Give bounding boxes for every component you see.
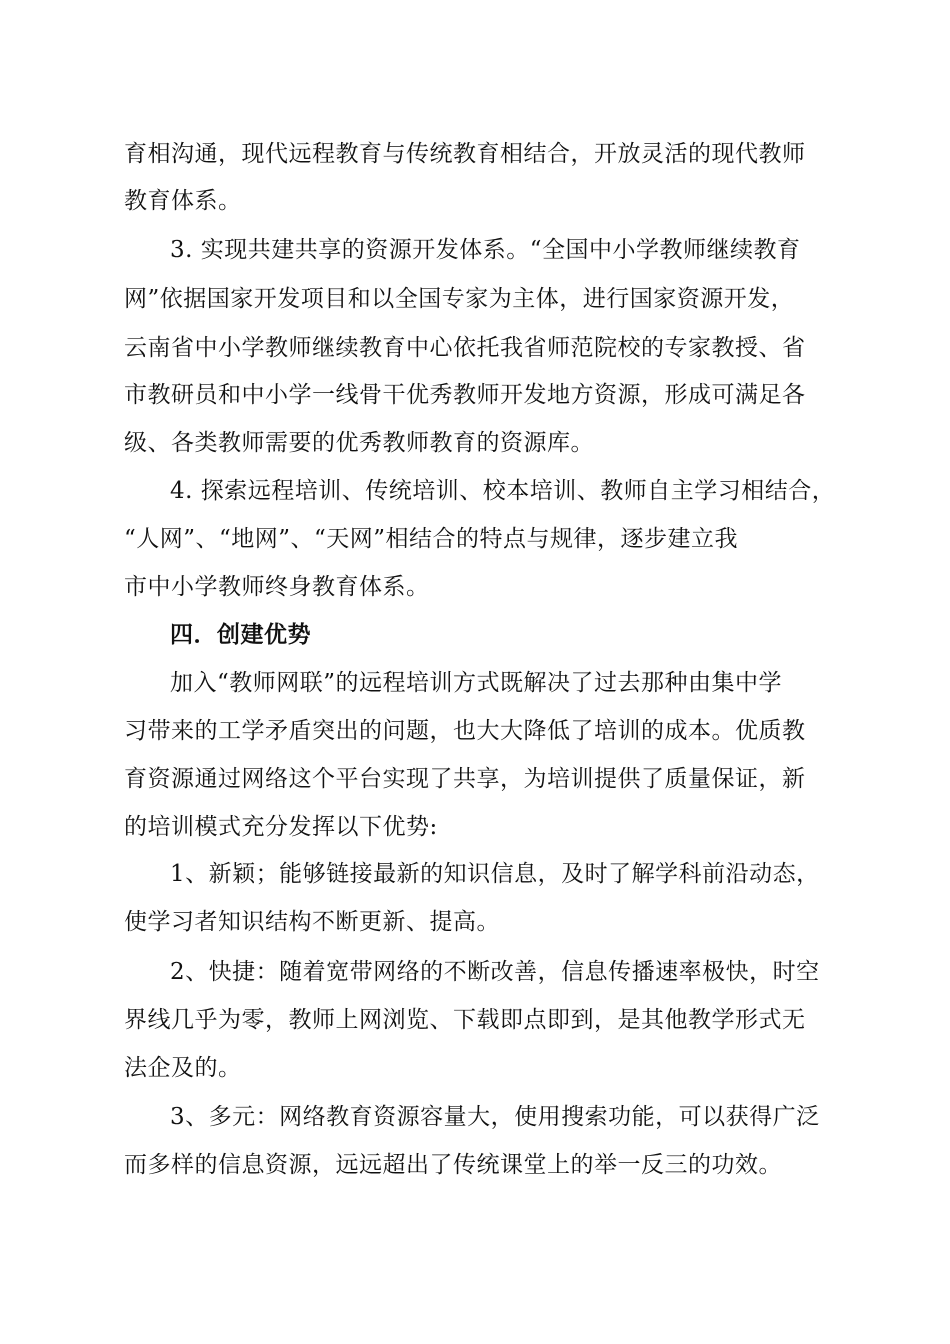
text-line: 育相沟通，现代远程教育与传统教育相结合，开放灵活的现代教师 xyxy=(124,141,806,167)
text-line: 4. 探索远程培训、传统培训、校本培训、教师自主学习相结合， xyxy=(170,478,836,504)
text-line: 习带来的工学矛盾突出的问题，也大大降低了培训的成本。优质教 xyxy=(124,718,806,744)
text-line: “人网”、“地网”、“天网”相结合的特点与规律，逐步建立我 xyxy=(124,526,739,552)
text-line: 而多样的信息资源，远远超出了传统课堂上的举一反三的功效。 xyxy=(124,1152,782,1178)
text-line: 教育体系。 xyxy=(124,188,242,214)
text-line: 加入“教师网联”的远程培训方式既解决了过去那种由集中学 xyxy=(170,670,783,696)
text-line: 市教研员和中小学一线骨干优秀教师开发地方资源，形成可满足各 xyxy=(124,382,806,408)
text-line: 法企及的。 xyxy=(124,1055,242,1081)
text-line: 育资源通过网络这个平台实现了共享，为培训提供了质量保证，新 xyxy=(124,766,806,792)
text-line: 2、快捷：随着宽带网络的不断改善，信息传播速率极快，时空 xyxy=(170,959,820,985)
text-line: 级、各类教师需要的优秀教师教育的资源库。 xyxy=(124,430,594,456)
text-line: 的培训模式充分发挥以下优势: xyxy=(124,814,438,840)
section-heading: 四．创建优势 xyxy=(170,622,311,648)
text-line: 1、新颖；能够链接最新的知识信息，及时了解学科前沿动态， xyxy=(170,861,820,887)
text-line: 市中小学教师终身教育体系。 xyxy=(124,574,430,600)
text-line: 云南省中小学教师继续教育中心依托我省师范院校的专家教授、省 xyxy=(124,335,806,361)
text-line: 使学习者知识结构不断更新、提高。 xyxy=(124,909,500,935)
text-line: 网”依据国家开发项目和以全国专家为主体，进行国家资源开发， xyxy=(124,286,795,312)
text-line: 3. 实现共建共享的资源开发体系。“全国中小学教师继续教育 xyxy=(170,237,801,263)
text-line: 界线几乎为零，教师上网浏览、下载即点即到，是其他教学形式无 xyxy=(124,1007,806,1033)
text-line: 3、多元：网络教育资源容量大，使用搜索功能，可以获得广泛 xyxy=(170,1104,820,1130)
